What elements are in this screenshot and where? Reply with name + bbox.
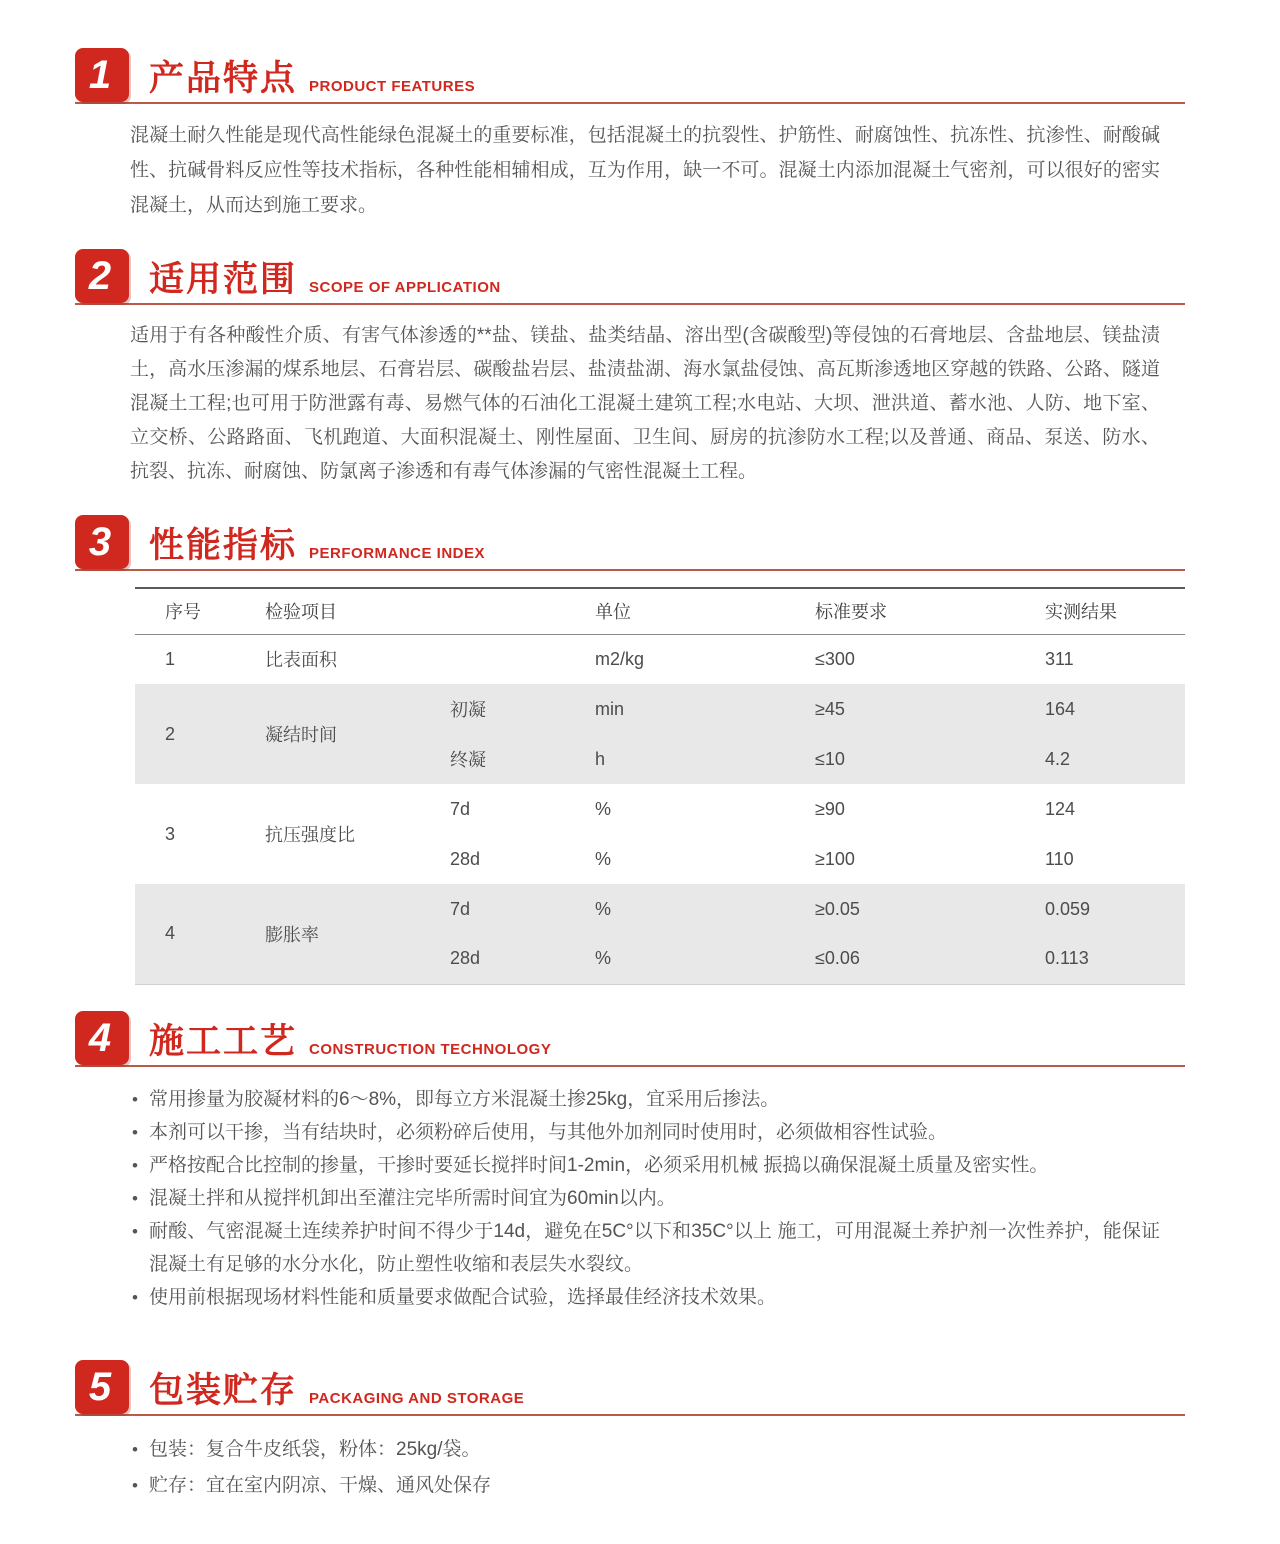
cell-sub: 28d bbox=[435, 934, 580, 984]
bullet-list bbox=[130, 1432, 1160, 1504]
cell-item: 凝结时间 bbox=[245, 684, 435, 784]
col-header-result: 实测结果 bbox=[1030, 588, 1185, 634]
section-title: 包装贮存 bbox=[149, 1370, 298, 1410]
section-construction-technology bbox=[75, 1011, 1185, 1314]
section-subtitle: PERFORMANCE INDEX bbox=[309, 545, 486, 562]
section-title: 施工工艺 bbox=[149, 1021, 298, 1061]
cell-unit: % bbox=[580, 934, 800, 984]
section-number-badge bbox=[75, 1011, 129, 1065]
cell-sub: 7d bbox=[435, 884, 580, 934]
cell-result: 164 bbox=[1030, 684, 1185, 734]
cell-unit: m2/kg bbox=[595, 648, 645, 669]
section-packaging-storage bbox=[75, 1360, 1185, 1504]
section-subtitle: SCOPE OF APPLICATION bbox=[309, 279, 501, 296]
cell-result: 4.2 bbox=[1030, 734, 1185, 784]
section-paragraph: 混凝土耐久性能是现代高性能绿色混凝土的重要标准，包括混凝土的抗裂性、护筋性、耐腐蚀性、抗冻性、抗渗性、耐酸碱性、抗碱骨料反应性等技术指标，各种性能相辅相成，互为作用，缺一不可。混凝土内添加混凝土气密剂，可以很好的密实混凝土，从而达到施工要求。 bbox=[130, 125, 1160, 216]
bullet-item: • 贮存：宜在室内阴凉、干燥、通风处保存 bbox=[130, 1468, 1160, 1504]
cell-req: ≥90 bbox=[815, 798, 845, 819]
bullet-item: • 耐酸、气密混凝土连续养护时间不得少于14d，避免在5C°以下和35C°以上 施工，可用混凝土养护剂一次性养护，能保证混凝土有足够的水分水化，防止塑性收缩和表层失水裂纹。 bbox=[130, 1215, 1160, 1281]
section-number: 1 bbox=[88, 53, 112, 97]
cell-no: 3 bbox=[165, 823, 176, 844]
cell-req: ≤0.06 bbox=[800, 934, 1030, 984]
cell-unit: min bbox=[580, 684, 800, 734]
cell-item: 膨胀率 bbox=[245, 884, 435, 984]
section-number-badge bbox=[75, 249, 129, 303]
cell-sub: 初凝 bbox=[435, 684, 580, 734]
cell-no: 4 bbox=[135, 884, 245, 984]
section-number-badge bbox=[75, 48, 129, 102]
bullet-list bbox=[130, 1083, 1160, 1314]
cell-sub: 28d bbox=[450, 848, 481, 869]
bullet-item: • 包装：复合牛皮纸袋，粉体：25kg/袋。 bbox=[130, 1432, 1160, 1468]
cell-req: ≤10 bbox=[800, 734, 1030, 784]
cell-item: 抗压强度比 bbox=[265, 825, 355, 845]
cell-sub: 7d bbox=[450, 798, 471, 819]
col-header-item: 检验项目 bbox=[245, 588, 580, 634]
cell-item: 比表面积 bbox=[265, 650, 337, 671]
cell-result: 110 bbox=[1045, 848, 1074, 869]
cell-no: 2 bbox=[135, 684, 245, 784]
section-paragraph: 适用于有各种酸性介质、有害气体渗透的**盐、镁盐、盐类结晶、溶出型(含碳酸型)等侵蚀的石膏地层、含盐地层、镁盐渍土，高水压渗漏的煤系地层、石膏岩层、碳酸盐岩层、盐渍盐湖、海水氯盐侵蚀、高瓦斯渗透地区穿越的铁路、公路、隧道混凝土工程;也可用于防泄露有毒、易燃气体的石油化工混凝土建筑工程;水电站、大坝、泄洪道、蓄水池、人防、地下室、立交桥、公路路面、飞机跑道、大面积混凝土、刚性屋面、卫生间、厨房的抗渗防水工程;以及普通、商品、泵送、防水、抗裂、抗冻、耐腐蚀、防氯离子渗透和有毒气体渗漏的气密性混凝土工程。 bbox=[130, 325, 1160, 482]
bullet-item: • 混凝土拌和从搅拌机卸出至灌注完毕所需时间宜为60min以内。 bbox=[130, 1182, 1160, 1215]
cell-req: ≥0.05 bbox=[800, 884, 1030, 934]
cell-unit: % bbox=[580, 884, 800, 934]
cell-sub bbox=[435, 634, 580, 684]
cell-req: ≤300 bbox=[815, 648, 855, 669]
section-header bbox=[75, 515, 1185, 571]
cell-unit: h bbox=[580, 734, 800, 784]
section-number: 4 bbox=[88, 1015, 112, 1060]
section-number: 3 bbox=[88, 520, 112, 564]
table-row bbox=[135, 884, 1185, 934]
bullet-item: • 使用前根据现场材料性能和质量要求做配合试验，选择最佳经济技术效果。 bbox=[130, 1281, 1160, 1314]
section-title: 适用范围 bbox=[149, 260, 298, 299]
bullet-item: • 本剂可以干掺，当有结块时，必须粉碎后使用，与其他外加剂同时使用时，必须做相容性试验。 bbox=[130, 1116, 1160, 1149]
section-header bbox=[75, 249, 1185, 305]
section-subtitle: PRODUCT FEATURES bbox=[309, 78, 476, 95]
cell-result: 0.059 bbox=[1030, 884, 1185, 934]
cell-req: ≥100 bbox=[815, 848, 855, 869]
table-header-row bbox=[135, 588, 1185, 634]
section-header bbox=[75, 1011, 1185, 1067]
section-header bbox=[75, 48, 1185, 104]
cell-result: 311 bbox=[1045, 648, 1074, 669]
table-row bbox=[135, 784, 1185, 834]
section-scope-of-application bbox=[75, 249, 1185, 489]
section-performance-index bbox=[75, 515, 1185, 985]
cell-unit: % bbox=[595, 848, 612, 869]
cell-result: 0.113 bbox=[1030, 934, 1185, 984]
bullet-item: • 常用掺量为胶凝材料的6～8%，即每立方米混凝土掺25kg，宜采用后掺法。 bbox=[130, 1083, 1160, 1116]
performance-table bbox=[135, 587, 1185, 985]
bullet-item: • 严格按配合比控制的掺量，干掺时要延长搅拌时间1-2min，必须采用机械 振捣以确保混凝土质量及密实性。 bbox=[130, 1149, 1160, 1182]
cell-sub: 终凝 bbox=[435, 734, 580, 784]
cell-result: 124 bbox=[1045, 798, 1076, 819]
section-number-badge bbox=[75, 1360, 129, 1414]
table-row bbox=[135, 684, 1185, 734]
section-number: 5 bbox=[88, 1364, 112, 1409]
section-number-badge bbox=[75, 515, 129, 569]
section-title: 性能指标 bbox=[149, 526, 298, 565]
col-header-unit: 单位 bbox=[580, 588, 800, 634]
section-product-features bbox=[75, 48, 1185, 223]
cell-no: 1 bbox=[165, 648, 176, 669]
col-header-req: 标准要求 bbox=[800, 588, 1030, 634]
section-header bbox=[75, 1360, 1185, 1416]
section-number: 2 bbox=[88, 254, 112, 298]
col-header-no: 序号 bbox=[135, 588, 245, 634]
cell-unit: % bbox=[595, 798, 612, 819]
section-title: 产品特点 bbox=[149, 59, 298, 98]
section-subtitle: PACKAGING AND STORAGE bbox=[309, 1389, 525, 1407]
cell-req: ≥45 bbox=[800, 684, 1030, 734]
section-subtitle: CONSTRUCTION TECHNOLOGY bbox=[309, 1040, 552, 1058]
table-row bbox=[135, 634, 1185, 684]
